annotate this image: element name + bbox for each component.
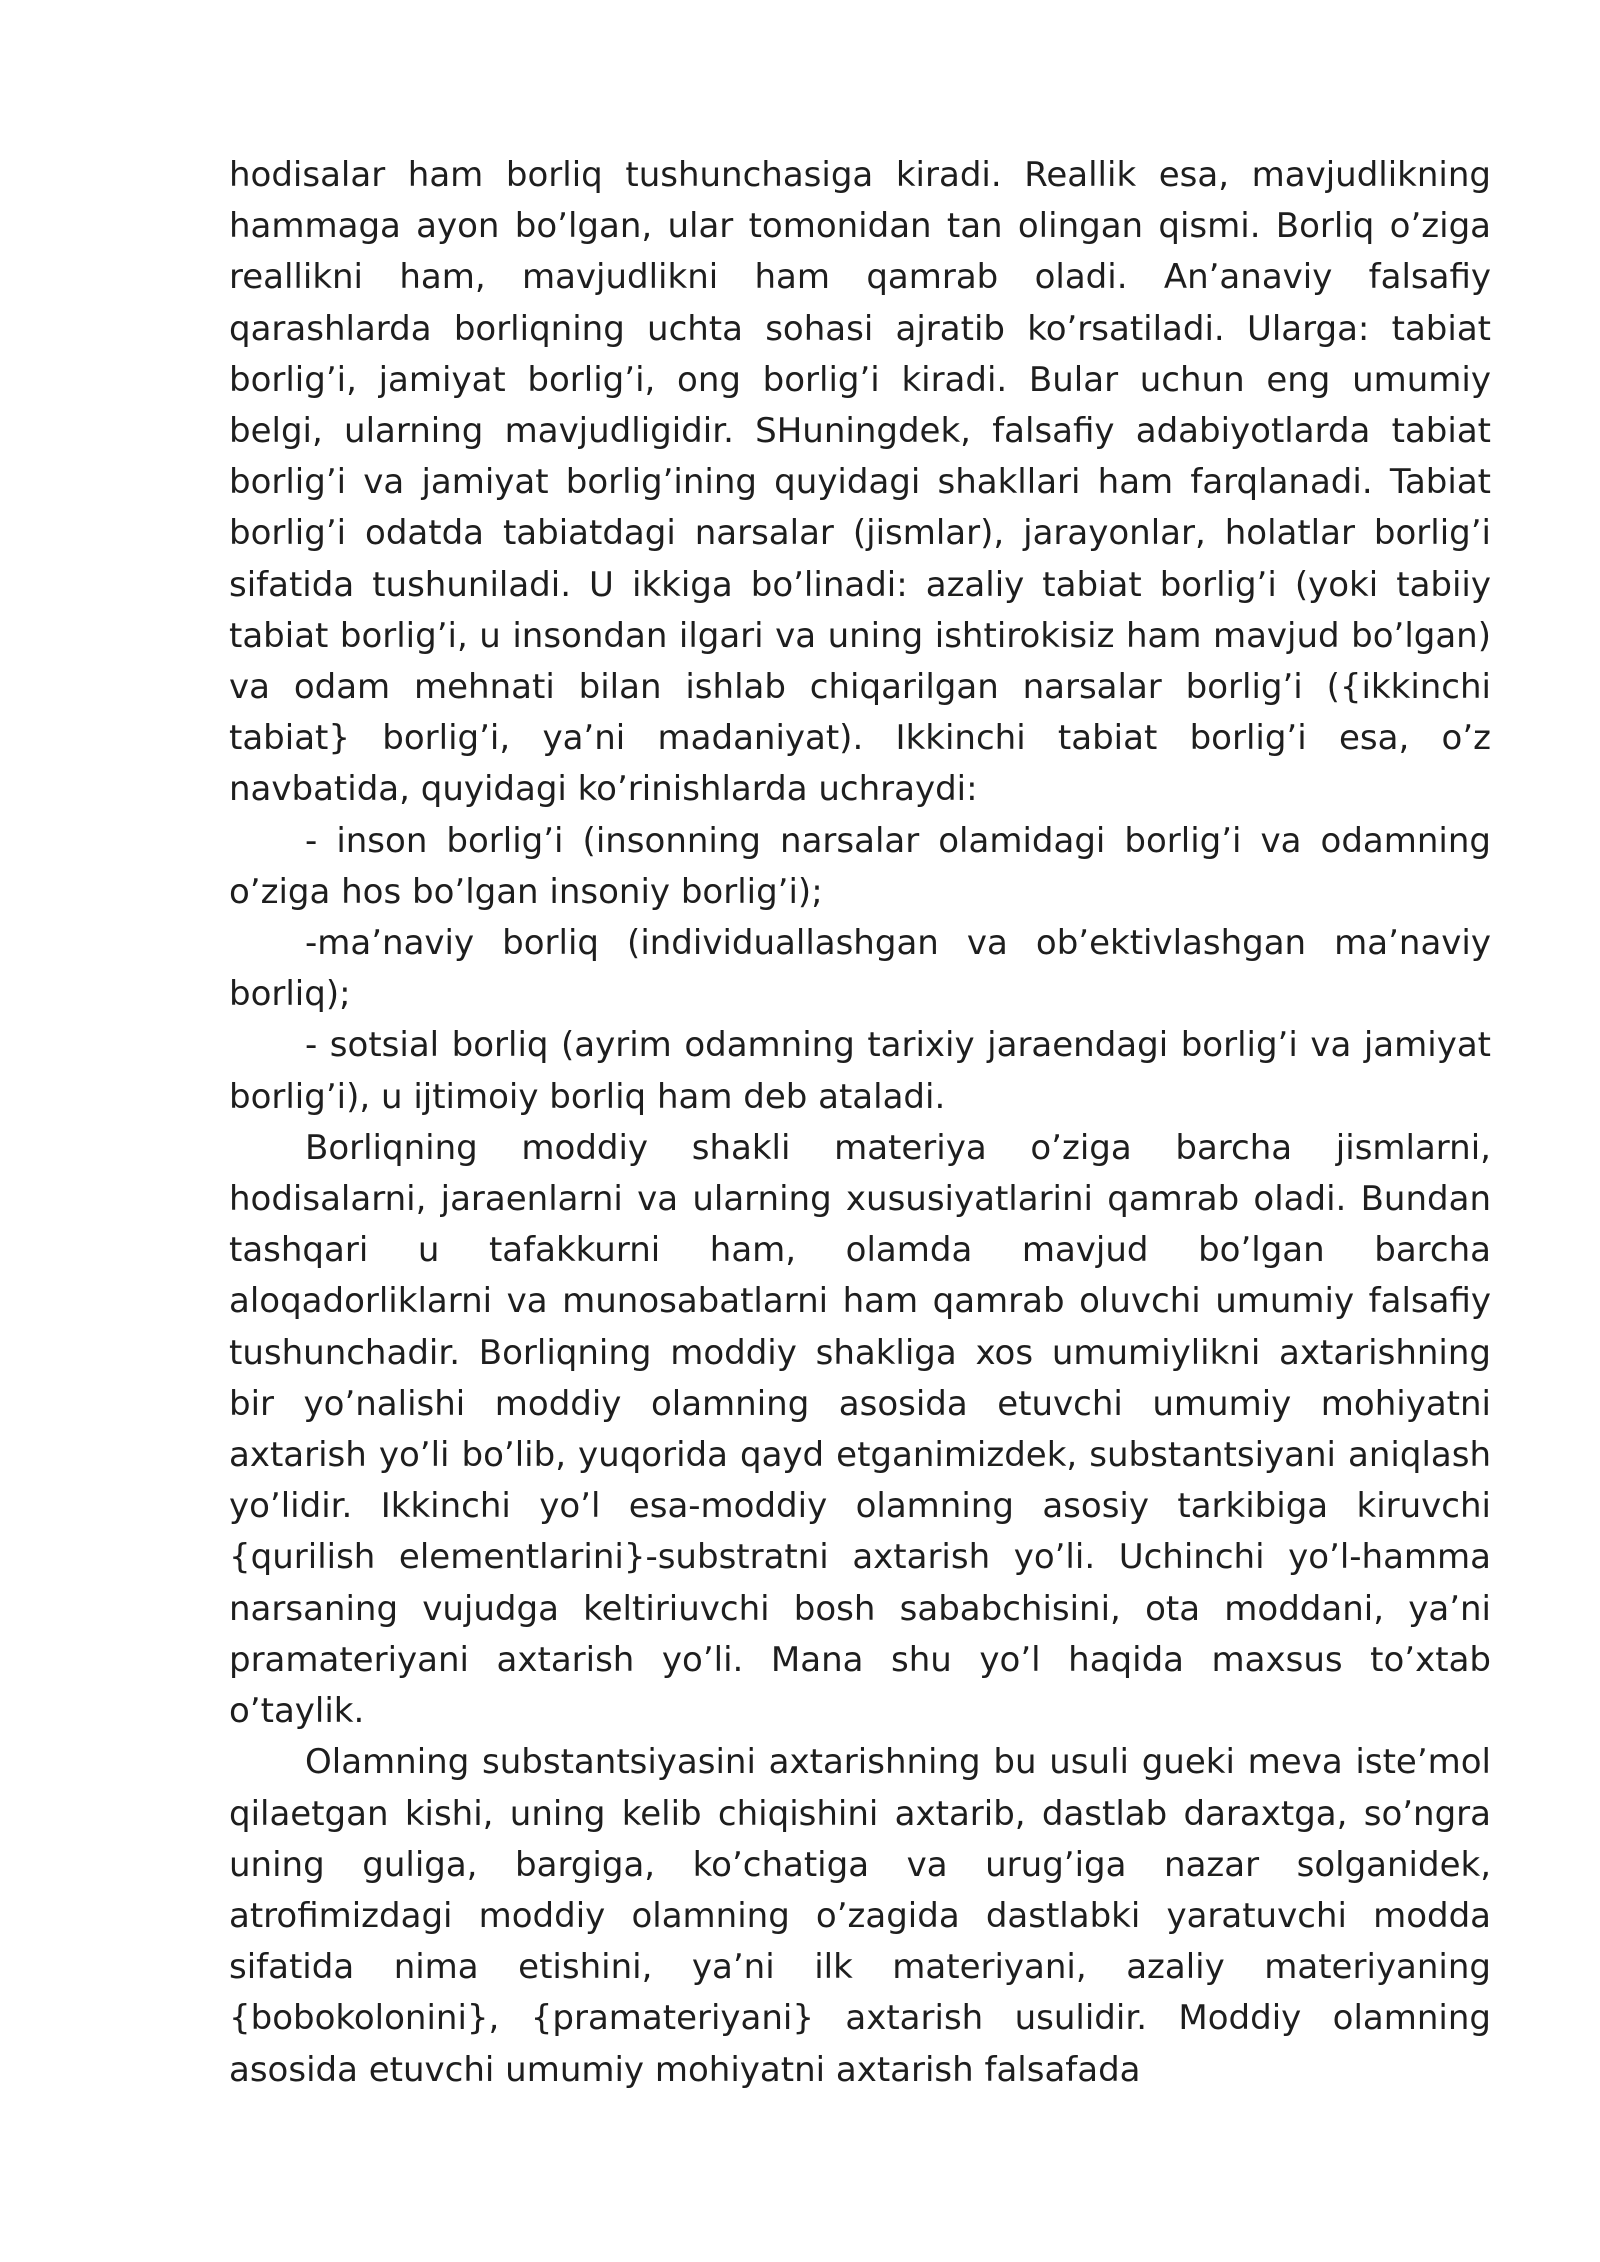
document-page [229, 150, 1491, 2096]
body-paragraph: hodisalar ham borliq tushunchasiga kiradi. Reallik esa, mavjudlikning hammaga ayon bo’lgan, ular tomonidan tan olingan qismi. Borliq o’ziga reallikni ham, mavjudlikni ham qamrab oladi. An’anaviy falsafiy qarashlarda borliqning uchta sohasi ajratib ko’rsatiladi. Ularga: tabiat borlig’i, jamiyat borlig’i, ong borlig’i kiradi. Bular uchun eng umumiy belgi, ularning mavjudligidir. SHuningdek, falsafiy adabiyotlarda tabiat borlig’i va jamiyat borlig’ining quyidagi shakllari ham farqlanadi. Tabiat borlig’i odatda tabiatdagi narsalar (jismlar), jarayonlar, holatlar borlig’i sifatida tushuniladi. U ikkiga bo’linadi: azaliy tabiat borlig’i (yoki tabiiy tabiat borlig’i, u insondan ilgari va uning ishtirokisiz ham mavjud bo’lgan) va odam mehnati bilan ishlab chiqarilgan narsalar borlig’i ({ikkinchi tabiat} borlig’i, ya’ni madaniyat). Ikkinchi tabiat borlig’i esa, o’z navbatida, quyidagi ko’rinishlarda uchraydi: [229, 155, 1491, 810]
list-item-manaviy-borliq: -ma’naviy borliq (individuallashgan va ob’ektivlashgan ma’naviy borliq); [229, 923, 1491, 1015]
body-paragraph: Olamning substantsiyasini axtarishning bu usuli gueki meva iste’mol qilaetgan kishi, uning kelib chiqishini axtarib, dastlab daraxtga, so’ngra uning guliga, bargiga, ko’chatiga va urug’iga nazar solganidek, atrofimizdagi moddiy olamning o’zagida dastlabki yaratuvchi modda sifatida nima etishini, ya’ni ilk materiyani, azaliy materiyaning {bobokolonini}, {pramateriyani} axtarish usulidir. Moddiy olamning asosida etuvchi umumiy mohiyatni axtarish falsafada [229, 1742, 1491, 2090]
body-paragraph: Borliqning moddiy shakli materiya o’ziga barcha jismlarni, hodisalarni, jaraenlarni va ularning xususiyatlarini qamrab oladi. Bundan tashqari u tafakkurni ham, olamda mavjud bo’lgan barcha aloqadorliklarni va munosabatlarni ham qamrab oluvchi umumiy falsafiy tushunchadir. Borliqning moddiy shakliga xos umumiylikni axtarishning bir yo’nalishi moddiy olamning asosida etuvchi umumiy mohiyatni axtarish yo’li bo’lib, yuqorida qayd etganimizdek, substantsiyani aniqlash yo’lidir. Ikkinchi yo’l esa-moddiy olamning asosiy tarkibiga kiruvchi {qurilish elementlarini}-substratni axtarish yo’li. Uchinchi yo’l-hamma narsaning vujudga keltiriuvchi bosh sababchisini, ota moddani, ya’ni pramateriyani axtarish yo’li. Mana shu yo’l haqida maxsus to’xtab o’taylik. [229, 1127, 1491, 1732]
list-item-inson-borligi: - inson borlig’i (insonning narsalar olamidagi borlig’i va odamning o’ziga hos bo’lgan insoniy borlig’i); [229, 820, 1491, 912]
list-item-sotsial-borliq: - sotsial borliq (ayrim odamning tarixiy jaraendagi borlig’i va jamiyat borlig’i), u ijtimoiy borliq ham deb ataladi. [229, 1025, 1491, 1117]
